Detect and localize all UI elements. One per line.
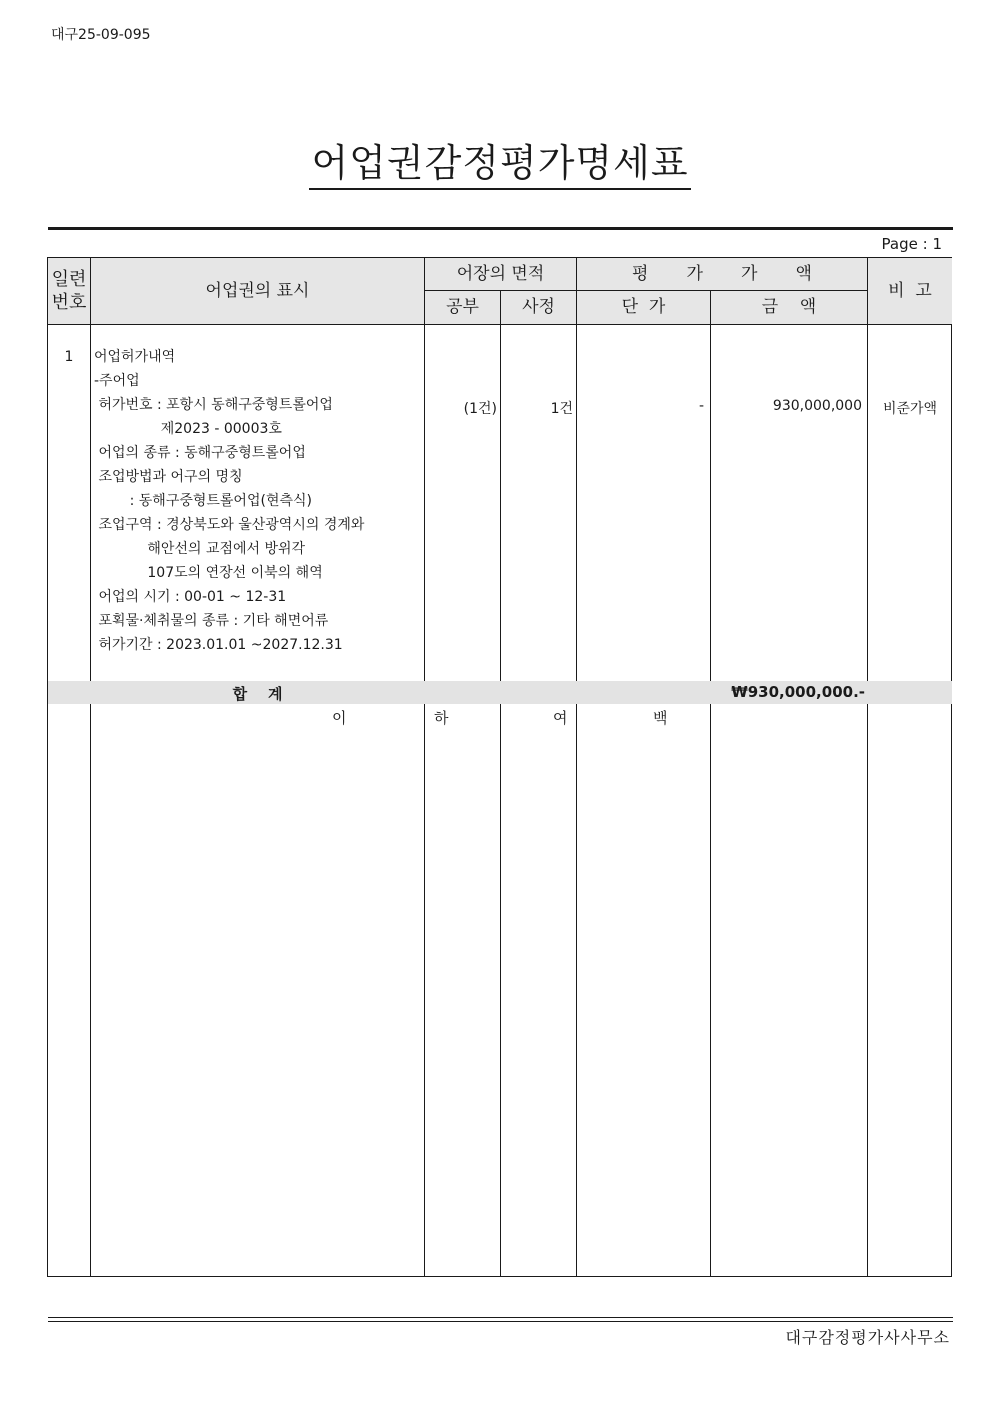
- description-line: 조업구역 : 경상북도와 울산광역시의 경계와: [94, 517, 365, 533]
- page-number: Page : 1: [881, 235, 942, 253]
- description-line: -주어업: [94, 373, 140, 389]
- header-remarks: 비 고: [888, 280, 932, 301]
- footer-divider: [48, 1317, 953, 1318]
- row-serial: 1: [64, 349, 74, 365]
- title-divider: [48, 227, 953, 230]
- row-amount: 930,000,000: [772, 398, 862, 414]
- header-unit-price: 단 가: [621, 297, 666, 318]
- footer-divider: [48, 1321, 953, 1322]
- col-line-unit-price: [710, 290, 711, 1276]
- office-name: 대구감정평가사사무소: [785, 1328, 950, 1347]
- header-area: 어장의 면적: [456, 263, 545, 284]
- closing-word: 하: [434, 709, 449, 727]
- document-title-text: 어업권감정평가명세표: [309, 141, 690, 190]
- total-amount: ₩930,000,000.-: [731, 683, 865, 701]
- header-area-actual: 사정: [522, 297, 555, 318]
- col-line-area-official: [500, 290, 501, 1276]
- description-line: 조업방법과 어구의 명칭: [94, 469, 243, 485]
- description-line: 어업허가내역: [94, 349, 176, 365]
- description-line: 107도의 연장선 이북의 해역: [94, 565, 323, 581]
- description-line: 어업의 종류 : 동해구중형트롤어업: [94, 445, 306, 461]
- row-area-official: (1건): [463, 401, 497, 417]
- header-valuation-char: 가: [686, 263, 703, 284]
- header-area-official: 공부: [446, 297, 479, 318]
- closing-word: 여: [553, 709, 568, 727]
- description-line: 해안선의 교점에서 방위각: [94, 541, 306, 557]
- header-serial-line1: 일련: [51, 268, 87, 290]
- description-line: : 동해구중형트롤어업(현측식): [94, 493, 312, 509]
- header-valuation: [577, 258, 867, 290]
- description-line: 허가번호 : 포항시 동해구중형트롤어업: [94, 397, 333, 413]
- row-description: [94, 345, 422, 657]
- document-number: 대구25-09-095: [51, 27, 151, 43]
- header-description: 어업권의 표시: [205, 280, 310, 301]
- row-remarks: 비준가액: [882, 401, 938, 417]
- header-serial: [48, 258, 90, 324]
- header-valuation-char: 평: [632, 263, 649, 284]
- col-line-serial: [90, 258, 91, 1276]
- closing-word: 이: [332, 709, 347, 727]
- description-line: 포획물·체취물의 종류 : 기타 해면어류: [94, 613, 329, 629]
- header-amount: 금 액: [761, 297, 817, 318]
- header-valuation-char: 가: [741, 263, 758, 284]
- row-area-actual: 1건: [550, 401, 573, 417]
- row-unit-price: -: [698, 398, 704, 414]
- description-line: 허가기간 : 2023.01.01 ~2027.12.31: [94, 637, 343, 653]
- description-line: 제2023 - 00003호: [94, 421, 282, 437]
- header-serial-line2: 번호: [51, 292, 87, 313]
- document-title: [0, 132, 1000, 187]
- description-line: 어업의 시기 : 00-01 ~ 12-31: [94, 589, 287, 605]
- closing-word: 백: [653, 709, 668, 727]
- total-label: 합 계: [232, 685, 283, 703]
- header-valuation-char: 액: [795, 263, 812, 284]
